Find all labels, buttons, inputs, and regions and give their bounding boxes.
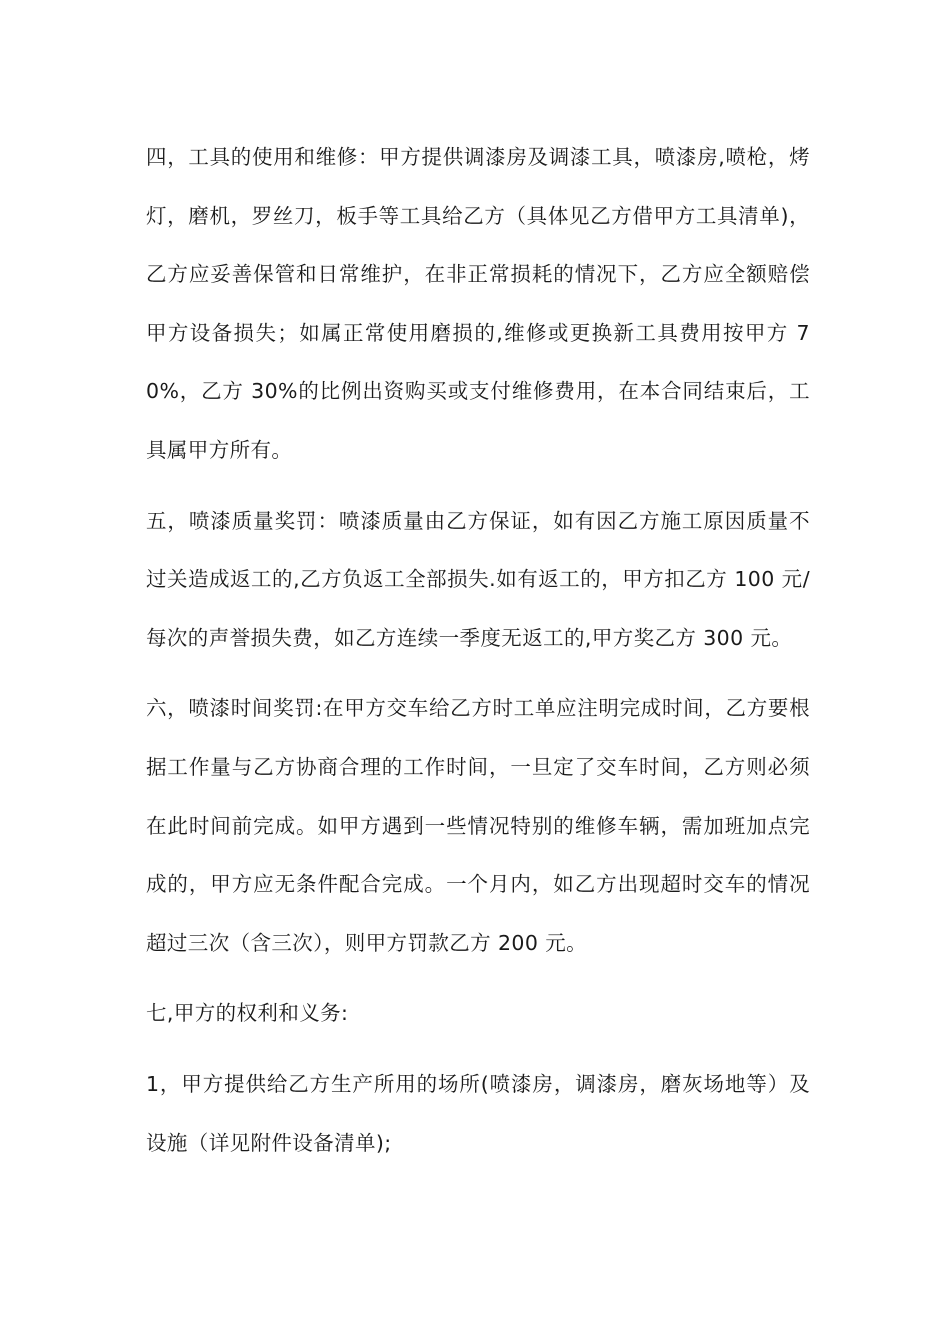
paragraph-party-a-item-1: 1，甲方提供给乙方生产所用的场所(喷漆房，调漆房，磨灰场地等）及设施（详见附件设备清单); <box>146 1071 810 1155</box>
paragraph-paint-time: 六，喷漆时间奖罚:在甲方交车给乙方时工单应注明完成时间，乙方要根据工作量与乙方协商合理的工作时间，一旦定了交车时间，乙方则必须在此时间前完成。如甲方遇到一些情况特别的维修车辆，需加班加点完成的，甲方应无条件配合完成。一个月内，如乙方出现超时交车的情况超过三次（含三次），则甲方罚款乙方 200 元。 <box>146 696 810 955</box>
paragraph-party-a-rights-heading: 七,甲方的权利和义务: <box>146 1001 349 1026</box>
document-body <box>146 128 810 1184</box>
paragraph-paint-quality: 五，喷漆质量奖罚：喷漆质量由乙方保证，如有因乙方施工原因质量不过关造成返工的,乙方负返工全部损失.如有返工的，甲方扣乙方 100 元/每次的声誉损失费，如乙方连续一季度无返工的,甲方奖乙方 300 元。 <box>146 508 810 650</box>
paragraph-tools-maintenance: 四，工具的使用和维修：甲方提供调漆房及调漆工具，喷漆房,喷枪，烤灯，磨机，罗丝刀，板手等工具给乙方（具体见乙方借甲方工具清单)，乙方应妥善保管和日常维护，在非正常损耗的情况下，乙方应全额赔偿甲方设备损失；如属正常使用磨损的,维修或更换新工具费用按甲方 70%，乙方 30%的比例出资购买或支付维修费用，在本合同结束后，工具属甲方所有。 <box>146 145 810 462</box>
